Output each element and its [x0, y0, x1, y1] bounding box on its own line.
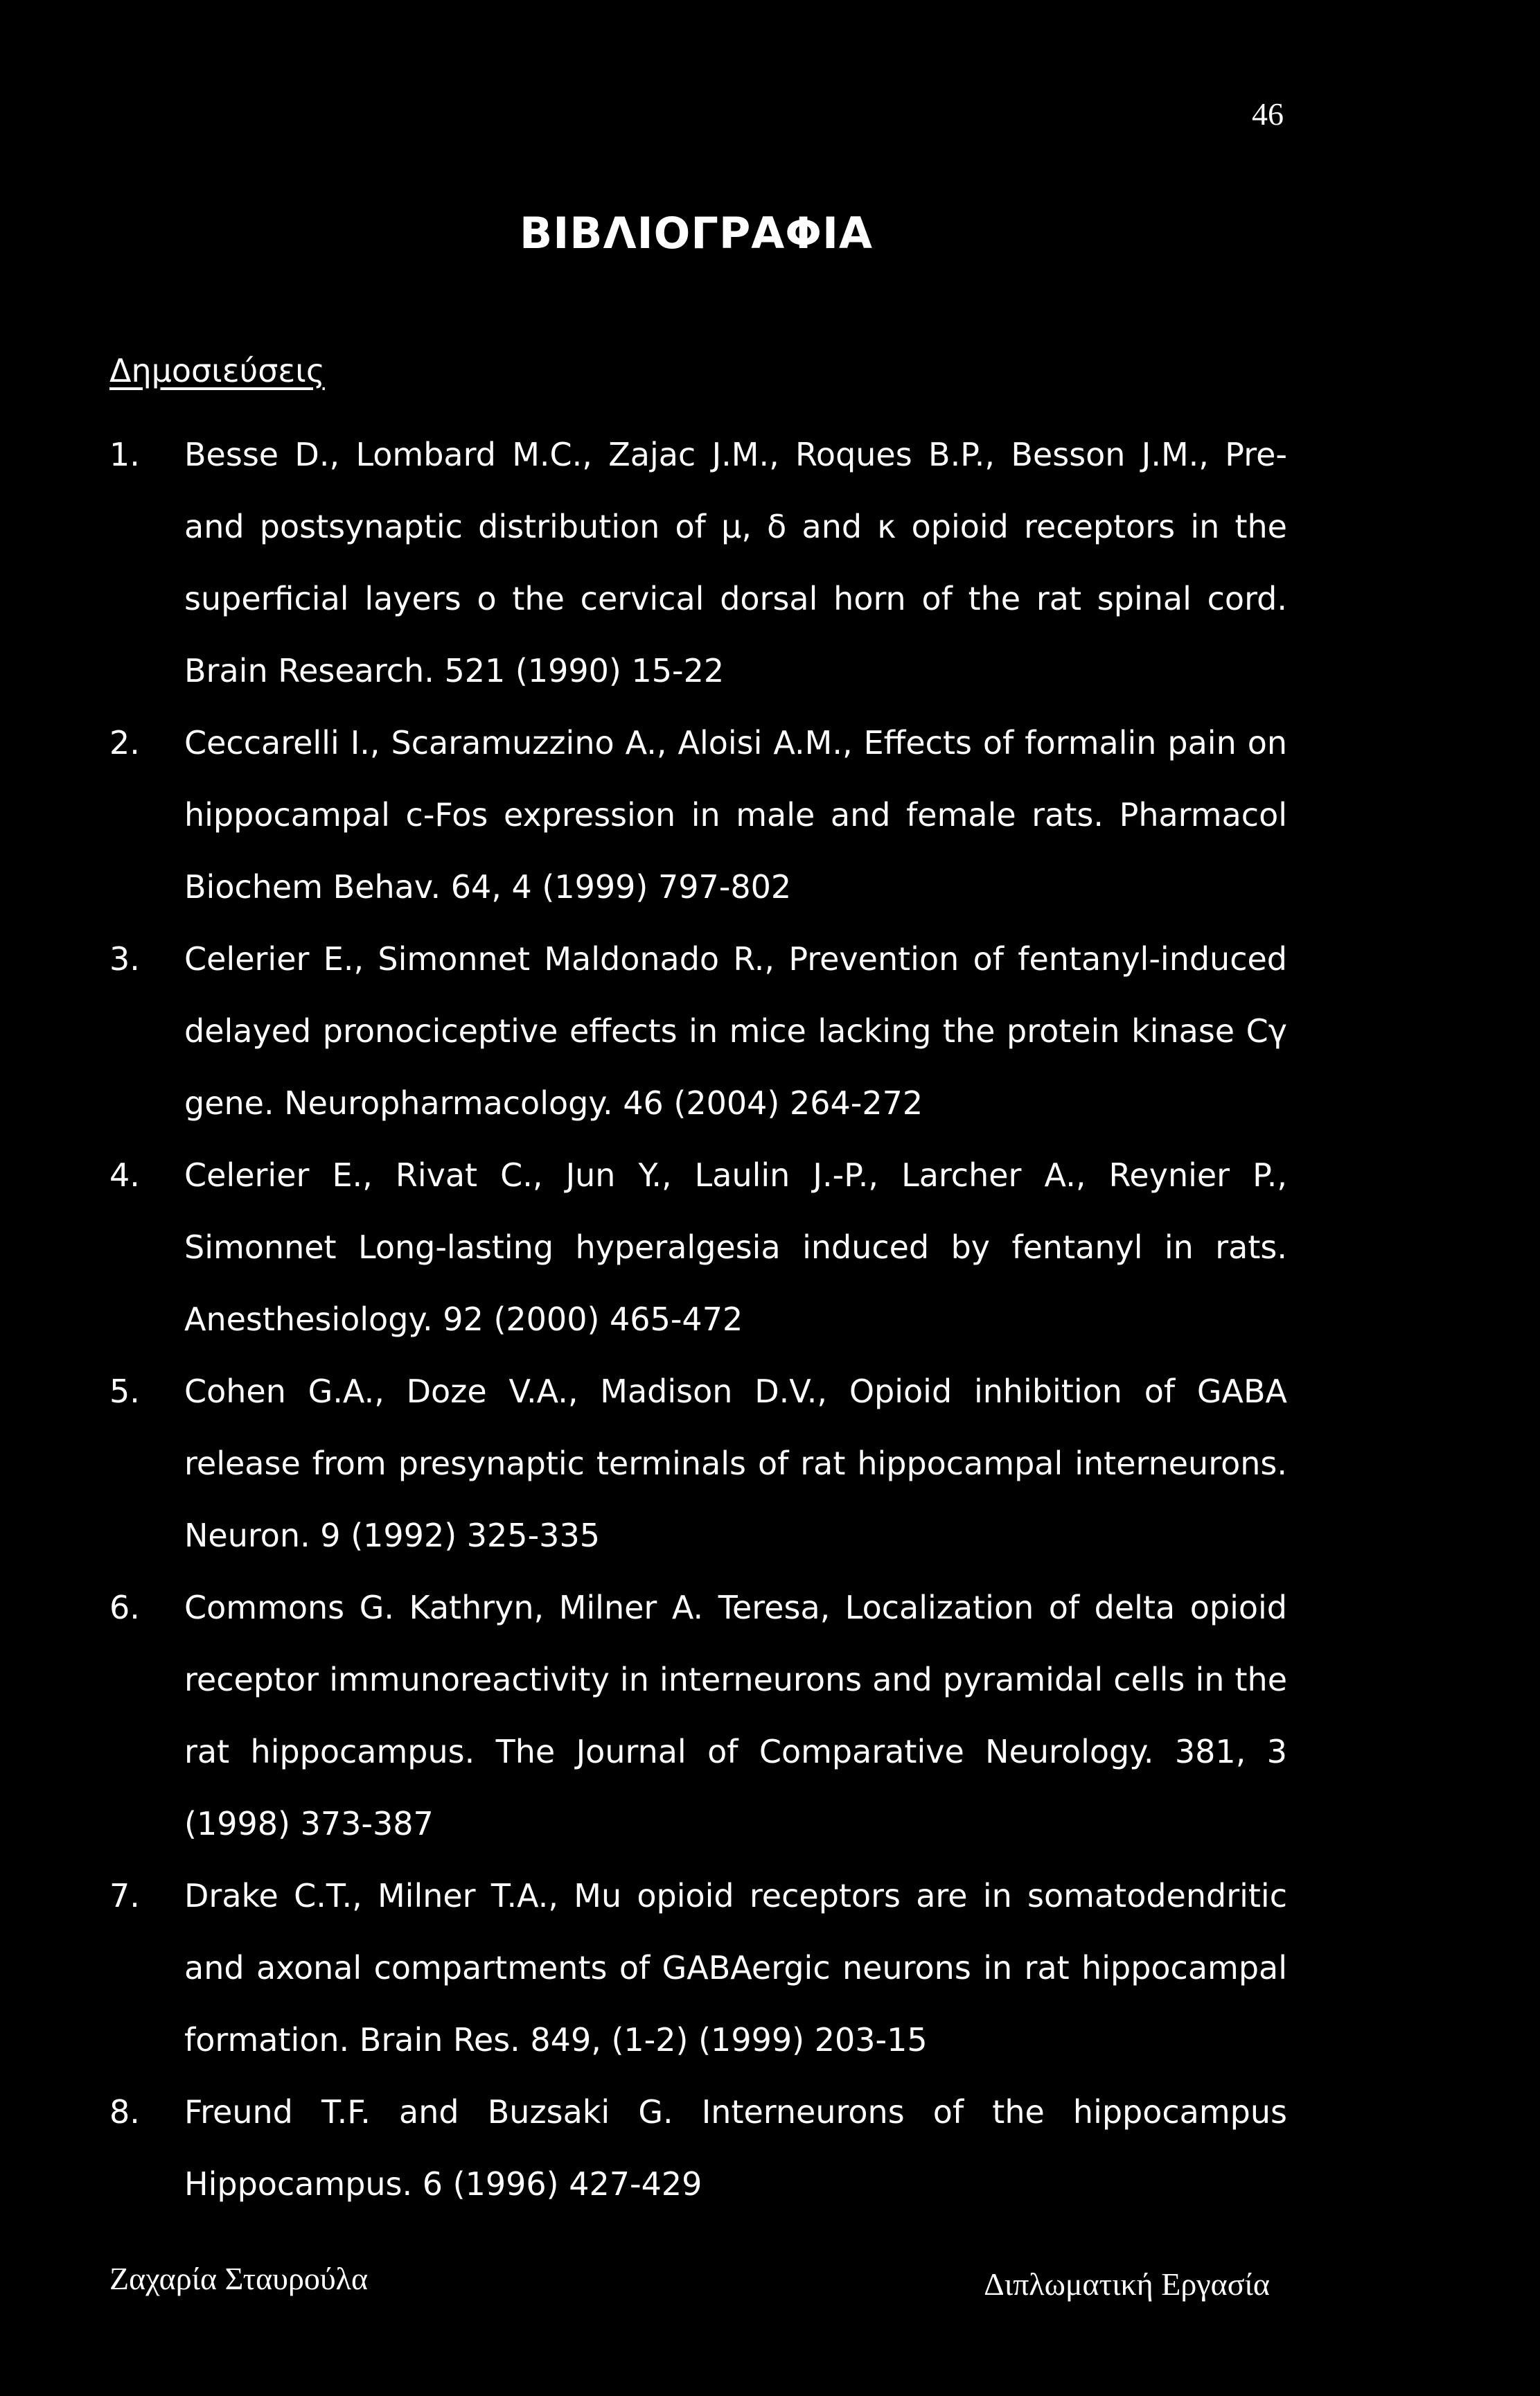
- reference-text: Ceccarelli I., Scaramuzzino A., Aloisi A.M., Effects of formalin pain on hippocampal c-Fos expression in male and female rats. Pharmacol Biochem Behav. 64, 4 (1999) 797-802: [184, 724, 1287, 906]
- reference-text: Drake C.T., Milner T.A., Mu opioid receptors are in somatodendritic and axonal compartments of GABAergic neurons in rat hippocampal formation. Brain Res. 849, (1-2) (1999) 203-15: [184, 1877, 1287, 2059]
- reference-item: [109, 2076, 1287, 2220]
- reference-number: 6.: [109, 1589, 140, 1626]
- reference-item: [109, 707, 1287, 923]
- reference-number: 5.: [109, 1373, 140, 1410]
- reference-text: Celerier E., Simonnet Maldonado R., Prevention of fentanyl-induced delayed pronociceptive effects in mice lacking the protein kinase Cγ gene. Neuropharmacology. 46 (2004) 264-272: [184, 940, 1287, 1122]
- reference-number: 8.: [109, 2093, 140, 2131]
- reference-number: 2.: [109, 724, 140, 761]
- reference-text: Besse D., Lombard M.C., Zajac J.M., Roques B.P., Besson J.M., Pre- and postsynaptic distribution of μ, δ and κ opioid receptors in the superficial layers o the cervical dorsal horn of the rat spinal cord. Brain Research. 521 (1990) 15-22: [184, 436, 1287, 689]
- reference-list: [109, 419, 1287, 2220]
- reference-item: [109, 923, 1287, 1139]
- page-number: 46: [1252, 96, 1284, 132]
- footer-author: Ζαχαρία Σταυρούλα: [109, 2261, 369, 2296]
- reference-number: 7.: [109, 1877, 140, 1914]
- reference-item: [109, 1139, 1287, 1355]
- section-heading: Δημοσιεύσεις: [109, 352, 325, 389]
- reference-item: [109, 1571, 1287, 1860]
- reference-text: Celerier E., Rivat C., Jun Y., Laulin J.-P., Larcher A., Reynier P., Simonnet Long-lasting hyperalgesia induced by fentanyl in rats. Anesthesiology. 92 (2000) 465-472: [184, 1156, 1287, 1338]
- reference-text: Commons G. Kathryn, Milner A. Teresa, Localization of delta opioid receptor immunoreactivity in interneurons and pyramidal cells in the rat hippocampus. The Journal of Comparative Neurology. 381, 3 (1998) 373-387: [184, 1589, 1287, 1842]
- footer-document-type: Διπλωματική Εργασία: [984, 2266, 1270, 2302]
- reference-item: [109, 1355, 1287, 1571]
- reference-text: Freund T.F. and Buzsaki G. Interneurons of the hippocampus Hippocampus. 6 (1996) 427-429: [184, 2093, 1287, 2203]
- reference-number: 4.: [109, 1156, 140, 1194]
- reference-item: [109, 419, 1287, 707]
- reference-text: Cohen G.A., Doze V.A., Madison D.V., Opioid inhibition of GABA release from presynaptic terminals of rat hippocampal interneurons. Neuron. 9 (1992) 325-335: [184, 1373, 1287, 1554]
- page-title: ΒΙΒΛΙΟΓΡΑΦΙΑ: [519, 208, 874, 258]
- reference-number: 3.: [109, 940, 140, 978]
- reference-number: 1.: [109, 436, 140, 473]
- reference-item: [109, 1860, 1287, 2076]
